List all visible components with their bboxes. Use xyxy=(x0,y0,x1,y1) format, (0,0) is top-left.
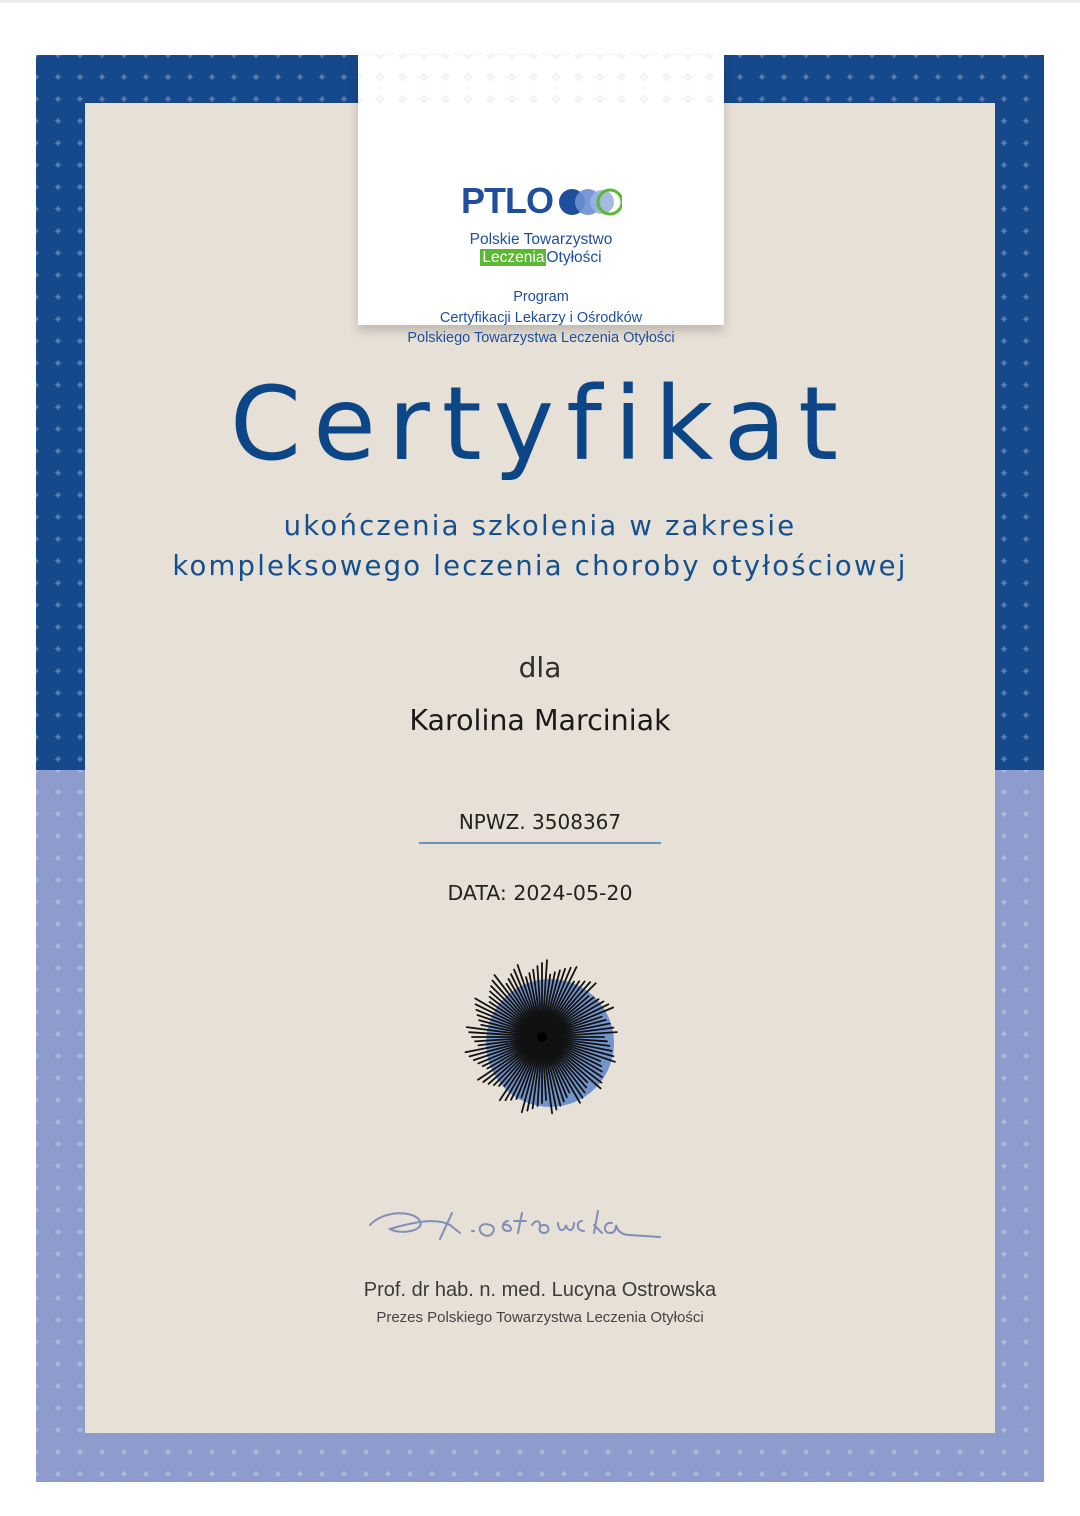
program-line2: Certyfikacji Lekarzy i Ośrodków xyxy=(439,309,643,326)
logo-card xyxy=(358,55,724,346)
certificate-title: Certyfikat xyxy=(229,365,851,484)
signature-image xyxy=(360,1195,700,1255)
starburst-seal-icon xyxy=(456,951,628,1123)
signatory-name: Prof. dr hab. n. med. Lucyna Ostrowska xyxy=(363,1279,717,1301)
seal-center xyxy=(537,1032,547,1042)
npwz-number: NPWZ. 3508367 xyxy=(458,810,622,834)
for-label: dla xyxy=(518,651,562,684)
logo-org-line1: Polskie Towarzystwo xyxy=(469,231,613,248)
logo-org-rest: Otyłości xyxy=(546,249,602,266)
subtitle-line1: ukończenia szkolenia w zakresie xyxy=(283,510,797,542)
certificate-subtitle xyxy=(0,506,1080,586)
logo-card-pattern xyxy=(358,55,724,115)
logo-org-highlight: Leczenia xyxy=(482,249,545,266)
top-edge xyxy=(0,0,1080,3)
recipient-name: Karolina Marciniak xyxy=(409,704,671,737)
signatory-role: Prezes Polskiego Towarzystwa Leczenia Otyłości xyxy=(376,1309,704,1326)
logo-org-line2 xyxy=(358,249,724,267)
npwz-underline xyxy=(419,842,661,844)
logo-rings-icon xyxy=(558,186,622,218)
subtitle-line2: kompleksowego leczenia choroby otyłościowej xyxy=(172,550,908,582)
program-line1: Program xyxy=(513,289,569,305)
program-description xyxy=(358,287,724,349)
program-line3: Polskiego Towarzystwa Leczenia Otyłości xyxy=(407,330,675,346)
issue-date: DATA: 2024-05-20 xyxy=(447,881,633,905)
logo-abbreviation: PTLO xyxy=(461,180,553,221)
